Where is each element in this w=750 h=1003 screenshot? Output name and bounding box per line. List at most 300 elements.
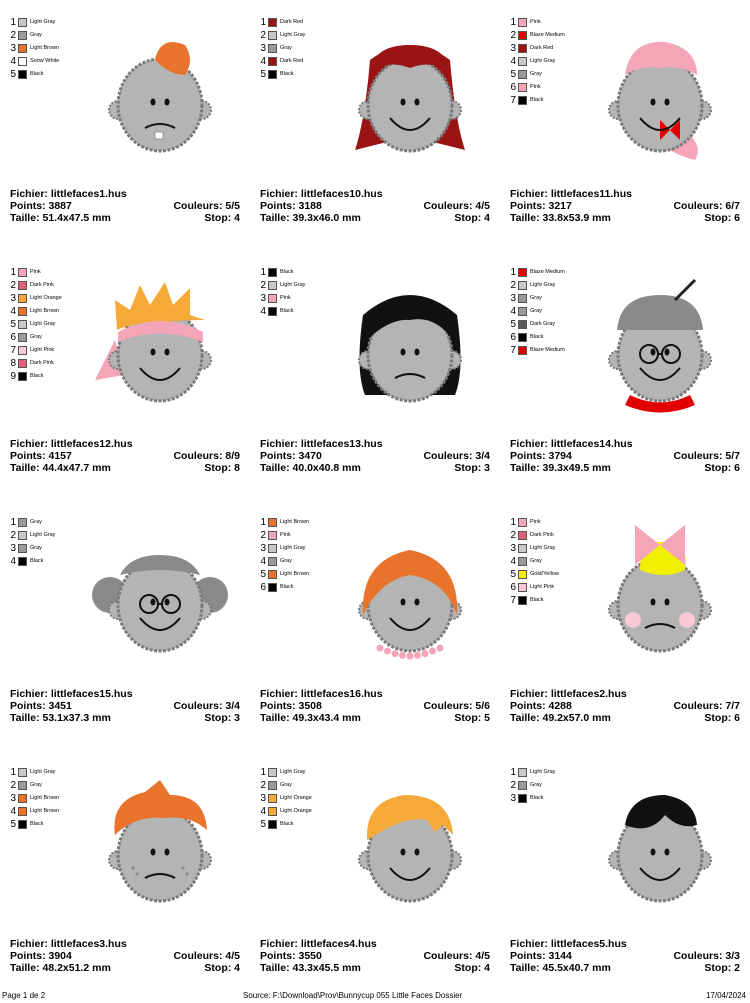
stop-count: Stop: 6 bbox=[704, 462, 740, 474]
eye-right bbox=[165, 599, 170, 606]
face-container bbox=[85, 770, 235, 920]
palette-row bbox=[260, 29, 305, 42]
color-palette bbox=[10, 516, 55, 568]
eye-right bbox=[415, 349, 420, 356]
palette-row bbox=[260, 16, 305, 29]
palette-index: 4 bbox=[260, 305, 266, 317]
stop-count: Stop: 4 bbox=[204, 962, 240, 974]
color-swatch bbox=[268, 518, 277, 527]
color-palette bbox=[260, 516, 309, 594]
face-illustration bbox=[335, 270, 485, 420]
design-cell bbox=[250, 0, 500, 250]
color-name: Light Brown bbox=[30, 795, 60, 801]
palette-index: 1 bbox=[10, 16, 16, 28]
face-illustration bbox=[85, 270, 235, 420]
design-info bbox=[260, 438, 490, 474]
stitch-points: Points: 3144 bbox=[510, 950, 572, 962]
color-name: Black bbox=[530, 597, 544, 603]
palette-row bbox=[510, 16, 565, 29]
palette-index: 2 bbox=[260, 29, 266, 41]
design-size: Taille: 40.0x40.8 mm bbox=[260, 462, 361, 474]
color-swatch bbox=[268, 794, 277, 803]
page-number: Page 1 de 2 bbox=[2, 991, 46, 1000]
palette-index: 3 bbox=[510, 42, 516, 54]
palette-index: 2 bbox=[510, 779, 516, 791]
palette-row bbox=[10, 331, 62, 344]
palette-row bbox=[510, 594, 559, 607]
palette-row bbox=[10, 370, 62, 383]
design-info bbox=[260, 188, 490, 224]
palette-row bbox=[260, 68, 305, 81]
design-size: Taille: 33.8x53.9 mm bbox=[510, 212, 611, 224]
color-swatch bbox=[518, 768, 527, 777]
palette-index: 2 bbox=[10, 279, 16, 291]
color-swatch bbox=[268, 557, 277, 566]
palette-index: 3 bbox=[10, 42, 16, 54]
color-name: Black bbox=[530, 97, 544, 103]
eye-right bbox=[415, 99, 420, 106]
palette-row bbox=[260, 305, 305, 318]
palette-row bbox=[260, 542, 309, 555]
color-name: Dark Gray bbox=[530, 321, 556, 327]
design-cell bbox=[0, 750, 250, 1000]
palette-index: 3 bbox=[510, 542, 516, 554]
color-name: Gray bbox=[30, 545, 42, 551]
palette-row bbox=[10, 16, 59, 29]
palette-index: 5 bbox=[260, 568, 266, 580]
color-swatch bbox=[268, 544, 277, 553]
palette-index: 4 bbox=[10, 555, 16, 567]
palette-index: 9 bbox=[10, 370, 16, 382]
palette-row bbox=[260, 292, 305, 305]
palette-index: 2 bbox=[510, 29, 516, 41]
color-swatch bbox=[18, 557, 27, 566]
palette-index: 2 bbox=[10, 529, 16, 541]
color-name: Light Gray bbox=[530, 545, 556, 551]
eye-right bbox=[665, 849, 670, 856]
color-count: Couleurs: 5/6 bbox=[423, 700, 490, 712]
palette-index: 1 bbox=[510, 766, 516, 778]
palette-row bbox=[510, 318, 565, 331]
color-swatch bbox=[18, 333, 27, 342]
color-name: Black bbox=[30, 71, 44, 77]
color-name: Light Brown bbox=[280, 571, 310, 577]
color-name: Black bbox=[530, 334, 544, 340]
face-container bbox=[585, 770, 735, 920]
color-swatch bbox=[18, 70, 27, 79]
face-illustration bbox=[335, 770, 485, 920]
pearl bbox=[429, 648, 436, 655]
head bbox=[368, 59, 452, 151]
color-palette bbox=[10, 16, 59, 81]
palette-row bbox=[260, 792, 312, 805]
face-container bbox=[85, 270, 235, 420]
color-swatch bbox=[518, 320, 527, 329]
palette-index: 7 bbox=[10, 344, 16, 356]
palette-row bbox=[260, 266, 305, 279]
stop-count: Stop: 6 bbox=[704, 712, 740, 724]
stop-count: Stop: 4 bbox=[454, 962, 490, 974]
color-name: Gray bbox=[30, 782, 42, 788]
stop-count: Stop: 8 bbox=[204, 462, 240, 474]
design-size: Taille: 45.5x40.7 mm bbox=[510, 962, 611, 974]
stitch-points: Points: 3451 bbox=[10, 700, 72, 712]
color-name: Gray bbox=[530, 295, 542, 301]
stop-count: Stop: 3 bbox=[454, 462, 490, 474]
color-swatch bbox=[518, 583, 527, 592]
file-name: Fichier: littlefaces1.hus bbox=[10, 188, 127, 200]
design-cell bbox=[500, 500, 750, 750]
stop-count: Stop: 6 bbox=[704, 212, 740, 224]
palette-row bbox=[510, 55, 565, 68]
palette-index: 1 bbox=[260, 516, 266, 528]
palette-index: 3 bbox=[10, 292, 16, 304]
file-name: Fichier: littlefaces5.hus bbox=[510, 938, 627, 950]
palette-row bbox=[260, 805, 312, 818]
palette-row bbox=[10, 55, 59, 68]
palette-row bbox=[10, 792, 59, 805]
color-count: Couleurs: 3/4 bbox=[423, 450, 490, 462]
color-swatch bbox=[18, 531, 27, 540]
pearl bbox=[384, 648, 391, 655]
eye-left bbox=[401, 849, 406, 856]
color-swatch bbox=[18, 320, 27, 329]
color-name: Light Brown bbox=[30, 45, 60, 51]
palette-index: 4 bbox=[260, 555, 266, 567]
design-cell bbox=[250, 750, 500, 1000]
color-name: Black bbox=[280, 71, 294, 77]
color-name: Light Gray bbox=[280, 545, 306, 551]
palette-row bbox=[10, 805, 59, 818]
tooth bbox=[155, 132, 163, 139]
eye-left bbox=[651, 99, 656, 106]
pearl bbox=[392, 650, 399, 657]
palette-row bbox=[10, 29, 59, 42]
stitch-points: Points: 4157 bbox=[10, 450, 72, 462]
palette-row bbox=[10, 555, 55, 568]
color-count: Couleurs: 7/7 bbox=[673, 700, 740, 712]
file-name: Fichier: littlefaces3.hus bbox=[10, 938, 127, 950]
color-count: Couleurs: 4/5 bbox=[423, 950, 490, 962]
eye-left bbox=[151, 349, 156, 356]
color-name: Black bbox=[30, 558, 44, 564]
eye-left bbox=[651, 849, 656, 856]
palette-index: 4 bbox=[510, 555, 516, 567]
file-name: Fichier: littlefaces15.hus bbox=[10, 688, 133, 700]
palette-row bbox=[10, 542, 55, 555]
palette-row bbox=[10, 766, 59, 779]
design-cell bbox=[0, 500, 250, 750]
eye-right bbox=[415, 849, 420, 856]
face-illustration bbox=[335, 520, 485, 670]
color-swatch bbox=[18, 18, 27, 27]
color-swatch bbox=[518, 307, 527, 316]
design-info bbox=[10, 938, 240, 974]
color-swatch bbox=[518, 96, 527, 105]
eye-left bbox=[401, 599, 406, 606]
face-container bbox=[585, 270, 735, 420]
design-info bbox=[510, 188, 740, 224]
face-container bbox=[585, 520, 735, 670]
color-name: Pink bbox=[530, 84, 541, 90]
design-size: Taille: 43.3x45.5 mm bbox=[260, 962, 361, 974]
palette-row bbox=[10, 318, 62, 331]
color-swatch bbox=[268, 531, 277, 540]
color-name: Light Brown bbox=[30, 808, 60, 814]
palette-index: 1 bbox=[260, 266, 266, 278]
pearl bbox=[422, 650, 429, 657]
palette-index: 4 bbox=[260, 55, 266, 67]
color-count: Couleurs: 5/5 bbox=[173, 200, 240, 212]
color-name: Gray bbox=[30, 334, 42, 340]
palette-row bbox=[10, 818, 59, 831]
design-size: Taille: 44.4x47.7 mm bbox=[10, 462, 111, 474]
palette-index: 1 bbox=[10, 266, 16, 278]
stitch-points: Points: 3188 bbox=[260, 200, 322, 212]
color-swatch bbox=[268, 281, 277, 290]
palette-row bbox=[10, 279, 62, 292]
color-name: Blaze Medium bbox=[530, 347, 565, 353]
file-name: Fichier: littlefaces14.hus bbox=[510, 438, 633, 450]
color-name: Gray bbox=[530, 782, 542, 788]
palette-index: 8 bbox=[10, 357, 16, 369]
color-name: Blaze Medium bbox=[530, 32, 565, 38]
stitch-points: Points: 3470 bbox=[260, 450, 322, 462]
color-swatch bbox=[18, 820, 27, 829]
face-illustration bbox=[585, 270, 735, 420]
cheek-left bbox=[625, 612, 641, 628]
palette-index: 4 bbox=[510, 305, 516, 317]
color-swatch bbox=[518, 18, 527, 27]
face-illustration bbox=[335, 20, 485, 170]
color-name: Light Gray bbox=[30, 19, 56, 25]
color-name: Light Gray bbox=[280, 32, 306, 38]
file-name: Fichier: littlefaces2.hus bbox=[510, 688, 627, 700]
palette-row bbox=[260, 42, 305, 55]
color-swatch bbox=[518, 544, 527, 553]
color-swatch bbox=[518, 268, 527, 277]
palette-row bbox=[10, 266, 62, 279]
palette-row bbox=[510, 555, 559, 568]
design-cell bbox=[500, 0, 750, 250]
palette-index: 2 bbox=[10, 29, 16, 41]
palette-index: 4 bbox=[260, 805, 266, 817]
stitch-points: Points: 3508 bbox=[260, 700, 322, 712]
palette-row bbox=[260, 55, 305, 68]
color-count: Couleurs: 8/9 bbox=[173, 450, 240, 462]
color-swatch bbox=[518, 57, 527, 66]
eye-right bbox=[665, 349, 670, 356]
palette-index: 4 bbox=[10, 805, 16, 817]
stop-count: Stop: 4 bbox=[454, 212, 490, 224]
color-name: Gray bbox=[280, 782, 292, 788]
color-name: Light Brown bbox=[30, 308, 60, 314]
stitch-points: Points: 3904 bbox=[10, 950, 72, 962]
color-swatch bbox=[518, 596, 527, 605]
palette-index: 7 bbox=[510, 594, 516, 606]
palette-index: 2 bbox=[10, 779, 16, 791]
palette-row bbox=[10, 779, 59, 792]
color-name: Black bbox=[280, 821, 294, 827]
design-cell bbox=[500, 250, 750, 500]
source-path: Source: F:\Download\Prov\Bunnycup 055 Little Faces Dossier bbox=[243, 991, 463, 1000]
palette-row bbox=[10, 344, 62, 357]
color-swatch bbox=[518, 294, 527, 303]
palette-row bbox=[10, 305, 62, 318]
eye-right bbox=[415, 599, 420, 606]
color-name: Black bbox=[280, 269, 294, 275]
stitch-points: Points: 3794 bbox=[510, 450, 572, 462]
color-swatch bbox=[18, 44, 27, 53]
pearl bbox=[377, 645, 384, 652]
cheek-right bbox=[679, 612, 695, 628]
design-info bbox=[510, 438, 740, 474]
palette-index: 3 bbox=[260, 292, 266, 304]
freckle bbox=[132, 867, 135, 870]
palette-index: 7 bbox=[510, 344, 516, 356]
palette-index: 2 bbox=[260, 529, 266, 541]
palette-index: 7 bbox=[510, 94, 516, 106]
color-count: Couleurs: 3/4 bbox=[173, 700, 240, 712]
palette-index: 4 bbox=[10, 305, 16, 317]
color-name: Gray bbox=[530, 308, 542, 314]
palette-index: 4 bbox=[10, 55, 16, 67]
cap-pin bbox=[675, 280, 695, 300]
palette-row bbox=[260, 581, 309, 594]
color-swatch bbox=[518, 781, 527, 790]
palette-index: 3 bbox=[260, 42, 266, 54]
face-container bbox=[585, 20, 735, 170]
design-cell bbox=[250, 500, 500, 750]
design-cell bbox=[250, 250, 500, 500]
palette-row bbox=[510, 792, 555, 805]
color-name: Light Gray bbox=[530, 58, 556, 64]
palette-index: 5 bbox=[260, 68, 266, 80]
face-container bbox=[85, 520, 235, 670]
face-container bbox=[335, 770, 485, 920]
design-cell bbox=[0, 0, 250, 250]
palette-index: 1 bbox=[10, 516, 16, 528]
color-swatch bbox=[18, 518, 27, 527]
color-name: Dark Pink bbox=[30, 282, 54, 288]
color-palette bbox=[510, 266, 565, 357]
color-swatch bbox=[518, 70, 527, 79]
palette-index: 2 bbox=[510, 279, 516, 291]
color-swatch bbox=[518, 570, 527, 579]
palette-row bbox=[260, 529, 309, 542]
color-swatch bbox=[268, 44, 277, 53]
color-swatch bbox=[268, 768, 277, 777]
stitch-points: Points: 3217 bbox=[510, 200, 572, 212]
face-container bbox=[335, 20, 485, 170]
color-name: Light Gray bbox=[280, 769, 306, 775]
color-name: Gray bbox=[530, 558, 542, 564]
color-name: Gray bbox=[280, 558, 292, 564]
palette-row bbox=[260, 766, 312, 779]
print-date: 17/04/2024 bbox=[705, 991, 746, 1000]
palette-row bbox=[510, 42, 565, 55]
file-name: Fichier: littlefaces10.hus bbox=[260, 188, 383, 200]
color-swatch bbox=[268, 570, 277, 579]
color-name: Black bbox=[280, 308, 294, 314]
color-swatch bbox=[518, 333, 527, 342]
page-footer bbox=[0, 990, 750, 1003]
color-name: Dark Red bbox=[530, 45, 554, 51]
file-name: Fichier: littlefaces4.hus bbox=[260, 938, 377, 950]
color-swatch bbox=[18, 294, 27, 303]
palette-index: 1 bbox=[260, 766, 266, 778]
palette-row bbox=[510, 568, 559, 581]
color-count: Couleurs: 6/7 bbox=[673, 200, 740, 212]
palette-index: 1 bbox=[510, 516, 516, 528]
color-swatch bbox=[18, 346, 27, 355]
design-info bbox=[260, 688, 490, 724]
palette-index: 6 bbox=[260, 581, 266, 593]
color-swatch bbox=[268, 294, 277, 303]
color-name: Gray bbox=[30, 32, 42, 38]
palette-index: 3 bbox=[510, 292, 516, 304]
pearl bbox=[414, 652, 421, 659]
file-name: Fichier: littlefaces16.hus bbox=[260, 688, 383, 700]
stitch-points: Points: 3550 bbox=[260, 950, 322, 962]
stitch-points: Points: 4288 bbox=[510, 700, 572, 712]
color-swatch bbox=[268, 57, 277, 66]
palette-row bbox=[510, 68, 565, 81]
freckle bbox=[182, 867, 185, 870]
eye-right bbox=[665, 99, 670, 106]
color-name: Light Gray bbox=[280, 282, 306, 288]
color-swatch bbox=[18, 544, 27, 553]
palette-row bbox=[510, 94, 565, 107]
palette-row bbox=[510, 331, 565, 344]
color-name: Light Gray bbox=[530, 769, 556, 775]
color-swatch bbox=[18, 281, 27, 290]
color-name: Pink bbox=[30, 269, 41, 275]
eye-right bbox=[165, 99, 170, 106]
palette-row bbox=[510, 766, 555, 779]
face-container bbox=[335, 270, 485, 420]
color-palette bbox=[260, 766, 312, 831]
palette-index: 3 bbox=[260, 792, 266, 804]
color-count: Couleurs: 4/5 bbox=[423, 200, 490, 212]
color-name: Light Orange bbox=[280, 795, 312, 801]
color-swatch bbox=[18, 268, 27, 277]
palette-index: 5 bbox=[510, 568, 516, 580]
eye-left bbox=[651, 599, 656, 606]
color-name: Light Brown bbox=[280, 519, 310, 525]
palette-row bbox=[510, 305, 565, 318]
stitch-points: Points: 3887 bbox=[10, 200, 72, 212]
file-name: Fichier: littlefaces11.hus bbox=[510, 188, 632, 200]
color-swatch bbox=[18, 794, 27, 803]
color-swatch bbox=[18, 31, 27, 40]
stop-count: Stop: 3 bbox=[204, 712, 240, 724]
palette-index: 5 bbox=[10, 68, 16, 80]
eye-right bbox=[165, 849, 170, 856]
palette-row bbox=[510, 266, 565, 279]
color-swatch bbox=[18, 359, 27, 368]
stop-count: Stop: 4 bbox=[204, 212, 240, 224]
color-swatch bbox=[518, 794, 527, 803]
design-size: Taille: 51.4x47.5 mm bbox=[10, 212, 111, 224]
color-swatch bbox=[518, 346, 527, 355]
palette-row bbox=[510, 292, 565, 305]
palette-row bbox=[510, 581, 559, 594]
palette-index: 3 bbox=[10, 542, 16, 554]
stop-count: Stop: 5 bbox=[454, 712, 490, 724]
palette-index: 5 bbox=[10, 818, 16, 830]
color-swatch bbox=[268, 31, 277, 40]
